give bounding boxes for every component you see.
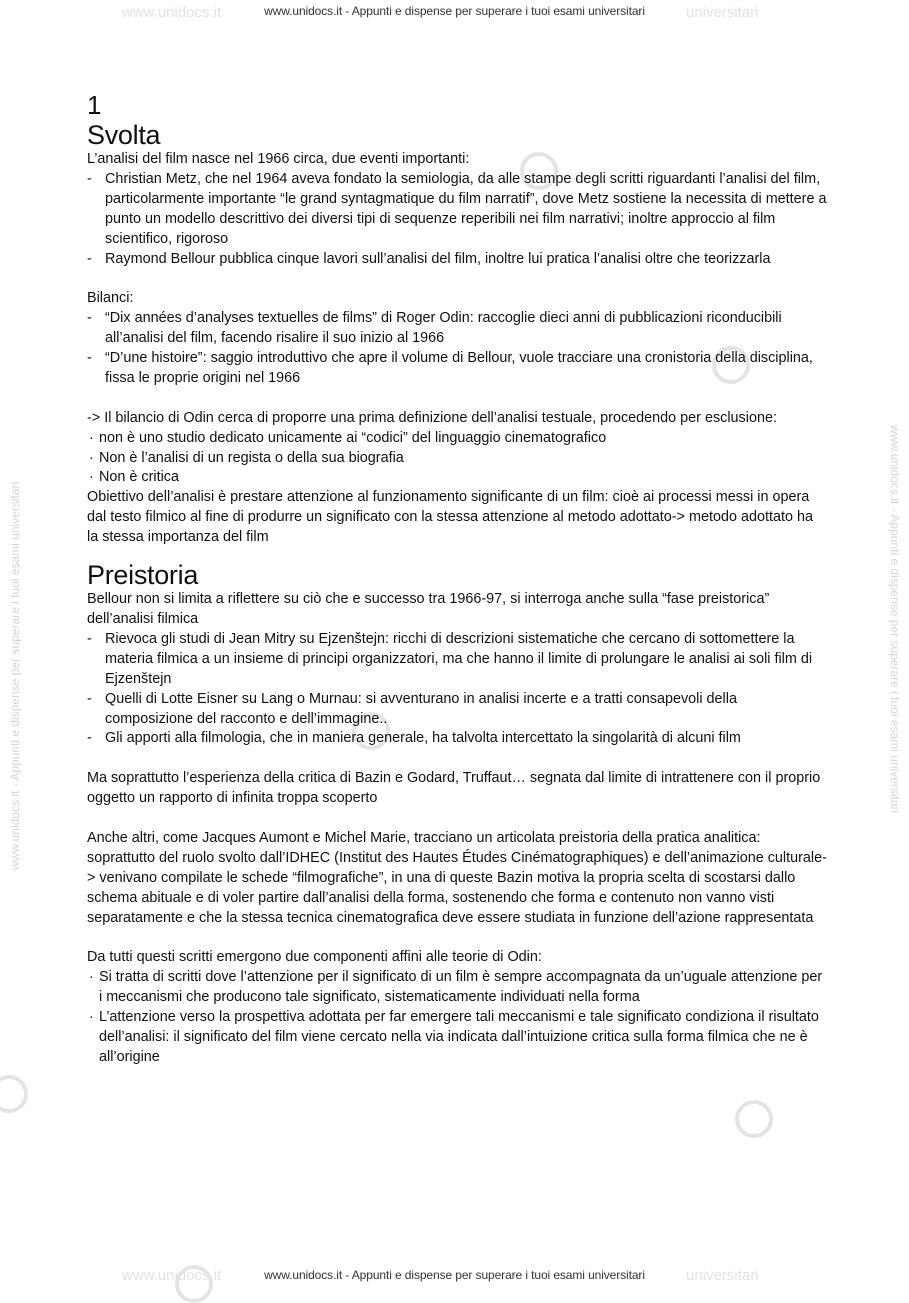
paragraph-intro: L’analisi del film nasce nel 1966 circa, due eventi importanti: xyxy=(87,151,470,167)
list-item: - Gli apporti alla filmologia, che in maniera generale, ha talvolta intercettato la singolarità di alcuni film xyxy=(87,729,827,749)
list-item: - “Dix années d’analyses textuelles de films” di Roger Odin: raccoglie dieci anni di pubblicazioni riconducibili all’analisi del film, facendo risalire il suo inizio al 1966 xyxy=(87,309,827,349)
list-item: - “D’une histoire”: saggio introduttivo che apre il volume di Bellour, vuole tracciare una cronistoria della disciplina, fissa le proprie origini nel 1966 xyxy=(87,349,827,389)
bilanci-list xyxy=(87,309,827,389)
list-item: · Non è critica xyxy=(87,468,827,488)
list-item: - Christian Metz, che nel 1964 aveva fondato la semiologia, da alle stampe degli scritti riguardanti l’analisi del film, particolarmente importante “le grand syntagmatique du film narratif”, dove Metz sostiene la necessita di mettere a punto un modello descrittivo dei diversi tipi di sequenze reperibili nei film narrativi; inoltre approccio al film scientifico, rigoroso xyxy=(87,170,827,250)
list-item: - Raymond Bellour pubblica cinque lavori sull’analisi del film, inoltre lui pratica l’analisi oltre che teorizzarla xyxy=(87,250,827,270)
watermark-side-right: www.unidocs.it - Appunti e dispense per superare i tuoi esami universitari xyxy=(888,425,902,814)
watermark-ghost-bottom-left: www.unidocs.it xyxy=(122,1267,222,1284)
paragraph-objective: Obiettivo dell’analisi è prestare attenzione al funzionamento significante di un film: cioè ai processi messi in opera dal testo filmico al fine di produrre un significato con la stessa attenzione al metodo adottato-> metodo adottato ha la stessa importanza del film xyxy=(87,489,813,546)
list-item: · non è uno studio dedicato unicamente ai “codici” del linguaggio cinematografico xyxy=(87,429,827,449)
paragraph-aumont: Anche altri, come Jacques Aumont e Michel Marie, tracciano un articolata preistoria della pratica analitica: soprattutto del ruolo svolto dall’IDHEC (Institut des Hautes Études Cinématographiques) e dell’animazione culturale-> venivano compilate le schede “filmografiche”, in una di queste Bazin motiva la propria scelta di scostarsi dallo schema abituale e di voler partire dall’analisi della forma, sostenendo che forma e contenuto non vanno visti separatamente e che la stessa tecnica cinematografica deve essere studiata in funzione dell’azione rappresentata xyxy=(87,829,827,926)
watermark-ghost-bottom-right: universitari xyxy=(686,1267,759,1284)
watermark-ghost-top-left: www.unidocs.it xyxy=(122,4,222,21)
paragraph-preistoria-intro: Bellour non si limita a riflettere su ciò che e successo tra 1966-97, si interroga anche sulla “fase preistorica” dell’analisi filmica xyxy=(87,591,770,627)
list-item: - Rievoca gli studi di Jean Mitry su Ejzenštejn: ricchi di descrizioni sistematiche che cercano di sottomettere la materia filmica a un insieme di principi organizzatori, ma che hanno il limite di prolungare le analisi ai soli film di Ejzenštejn xyxy=(87,630,827,690)
paragraph-bilanci-label: Bilanci: xyxy=(87,290,134,307)
watermark-ghost-top-right: universitari xyxy=(686,4,759,21)
section-heading-preistoria: Preistoria xyxy=(87,560,199,591)
watermark-logo-icon xyxy=(175,1265,213,1303)
exclusions-list xyxy=(87,429,827,489)
list-item: · Si tratta di scritti dove l’attenzione per il significato di un film è sempre accompagnata da un’uguale attenzione per i meccanismi che producono tale significato, sistematicamente individuati nella forma xyxy=(87,968,827,1008)
watermark-footer: www.unidocs.it - Appunti e dispense per superare i tuoi esami universitari xyxy=(264,1268,645,1282)
paragraph-components-intro: Da tutti questi scritti emergono due componenti affini alle teorie di Odin: xyxy=(87,949,542,966)
list-item: · L’attenzione verso la prospettiva adottata per far emergere tali meccanismi e tale significato condiziona il risultato dell’analisi: il significato del film viene cercato nella via indicata dall’intuizione critica sulla forma filmica che ne è all’origine xyxy=(87,1008,827,1068)
paragraph-bazin: Ma soprattutto l’esperienza della critica di Bazin e Godard, Truffaut… segnata dal limite di intrattenere con il proprio oggetto un rapporto di infinita troppa scoperto xyxy=(87,770,821,807)
watermark-header: www.unidocs.it - Appunti e dispense per superare i tuoi esami universitari xyxy=(264,4,645,18)
watermark-side-left: www.unidocs.it - Appunti e dispense per superare i tuoi esami universitari xyxy=(8,481,22,870)
components-list xyxy=(87,968,827,1068)
list-item: · Non è l’analisi di un regista o della sua biografia xyxy=(87,449,827,469)
page-number: 1 xyxy=(87,90,102,120)
document-body xyxy=(87,90,827,1068)
watermark-logo-icon xyxy=(735,1100,773,1138)
paragraph-odin: -> Il bilancio di Odin cerca di proporre una prima definizione dell’analisi testuale, procedendo per esclusione: xyxy=(87,409,777,426)
preistoria-list xyxy=(87,630,827,749)
section-heading-svolta: Svolta xyxy=(87,120,161,150)
events-list xyxy=(87,170,827,270)
watermark-logo-icon xyxy=(0,1075,28,1113)
list-item: - Quelli di Lotte Eisner su Lang o Murnau: si avventurano in analisi incerte e a tratti consapevoli della composizione del racconto e dell’immagine.. xyxy=(87,690,827,730)
